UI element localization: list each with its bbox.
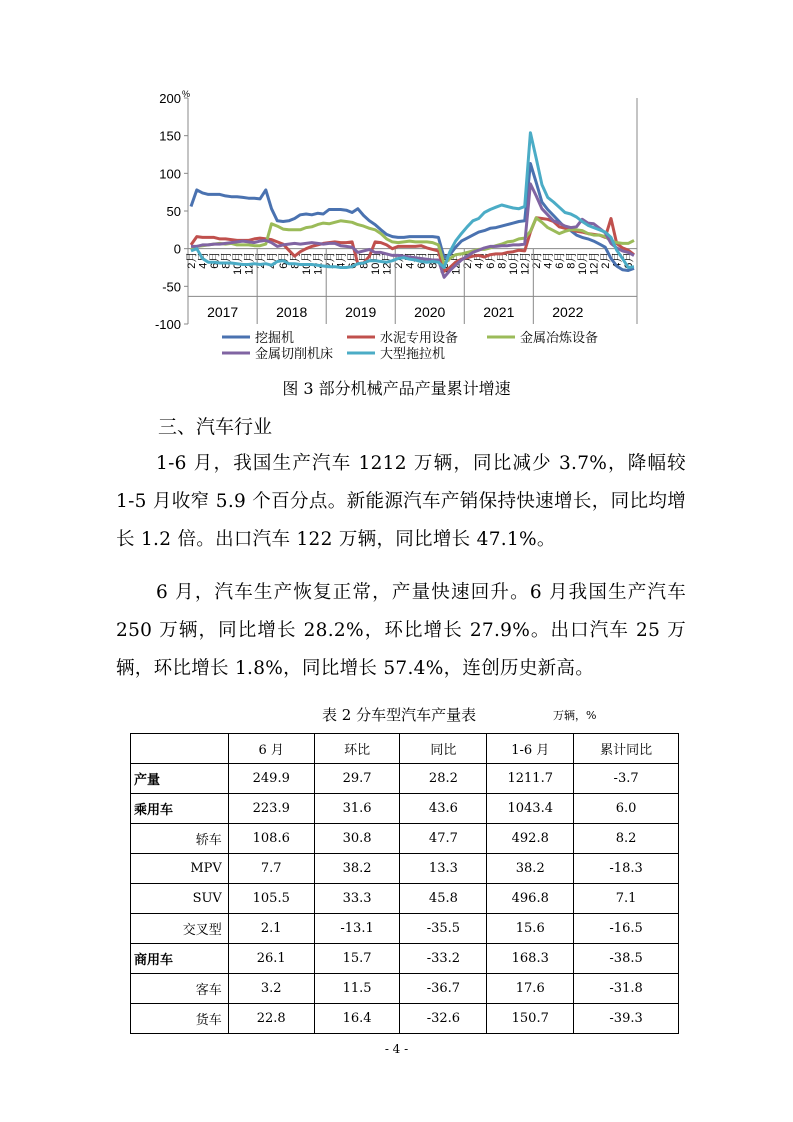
month-tick-label: 6月 (209, 251, 222, 269)
table-cell: 16.4 (314, 1004, 400, 1034)
table-cell: 33.3 (314, 884, 400, 914)
month-tick-label: 6月 (485, 251, 498, 269)
year-label: 2019 (345, 304, 377, 320)
header-cell (131, 734, 229, 764)
month-tick-label: 2月 (393, 251, 406, 269)
legend-label: 大型拖拉机 (380, 347, 446, 362)
row-label: 轿车 (131, 824, 229, 854)
month-tick-label: 12月 (519, 251, 532, 275)
figure-caption: 图 3 部分机械产品产量累计增速 (282, 379, 511, 398)
month-tick-label: 4月 (404, 251, 417, 269)
month-tick-label: 8月 (289, 251, 302, 269)
table-cell: -18.3 (574, 854, 679, 884)
table-row (131, 794, 679, 824)
table-cell: -33.2 (400, 944, 487, 974)
month-tick-label: 12月 (450, 251, 463, 275)
table-cell: 7.1 (574, 884, 679, 914)
header-cell: 1-6 月 (487, 734, 574, 764)
month-tick-label: 12月 (243, 251, 256, 275)
table-row (131, 854, 679, 884)
month-tick-label: 8月 (358, 251, 371, 269)
table-cell: 13.3 (400, 854, 487, 884)
table-cell: -3.7 (574, 764, 679, 794)
table-row (131, 764, 679, 794)
table-cell: 249.9 (228, 764, 314, 794)
table-cell: 17.6 (487, 974, 574, 1004)
table-cell: 168.3 (487, 944, 574, 974)
month-tick-label: 10月 (508, 251, 521, 275)
table-row (131, 944, 679, 974)
month-tick-label: 8月 (496, 251, 509, 269)
month-tick-label: 10月 (301, 251, 314, 275)
paragraph-2: 6 月，汽车生产恢复正常，产量快速回升。6 月我国生产汽车 250 万辆，同比增长 28.2%，环比增长 27.9%。出口汽车 25 万辆，环比增长 1.8%，同比增长 57.4%，连创历史新高。 (116, 582, 686, 679)
month-tick-label: 6月 (416, 251, 429, 269)
table-cell: 105.5 (228, 884, 314, 914)
table-row (131, 884, 679, 914)
legend-label: 水泥专用设备 (380, 331, 459, 346)
month-tick-label: 4月 (335, 251, 348, 269)
table-cell: 43.6 (400, 794, 487, 824)
month-tick-label: 4月 (473, 251, 486, 269)
month-tick-label: 2月 (600, 251, 613, 269)
legend-label: 金属冶炼设备 (520, 331, 599, 346)
paragraph-1: 1-6 月，我国生产汽车 1212 万辆，同比减少 3.7%，降幅较 1-5 月收窄 5.9 个百分点。新能源汽车产销保持快速增长，同比均增长 1.2 倍。出口汽车 122 万辆，同比增长 47.1%。 (116, 453, 686, 550)
legend-label: 金属切削机床 (255, 347, 334, 362)
year-label: 2018 (276, 304, 308, 320)
table-cell: 15.6 (487, 914, 574, 944)
table-cell: 47.7 (400, 824, 487, 854)
table-cell: -13.1 (314, 914, 400, 944)
month-tick-label: 10月 (232, 251, 245, 275)
table-row (131, 974, 679, 1004)
row-label: 货车 (131, 1004, 229, 1034)
table-cell: -39.3 (574, 1004, 679, 1034)
table-cell: 492.8 (487, 824, 574, 854)
table-cell: -38.5 (574, 944, 679, 974)
legend-label: 挖掘机 (255, 331, 295, 346)
table-body (131, 734, 679, 1034)
month-tick-label: 2月 (186, 251, 198, 269)
vehicle-production-table (130, 733, 679, 1034)
table-row (131, 914, 679, 944)
table-cell: 7.7 (228, 854, 314, 884)
row-label: 客车 (131, 974, 229, 1004)
table-cell: 1043.4 (487, 794, 574, 824)
table-cell: 150.7 (487, 1004, 574, 1034)
month-tick-label: 2月 (462, 251, 475, 269)
table-cell: 31.6 (314, 794, 400, 824)
month-tick-label: 8月 (427, 251, 440, 269)
y-tick-label: 150 (159, 128, 181, 144)
month-tick-label: 4月 (542, 251, 555, 269)
y-tick-label: -100 (154, 317, 181, 332)
table-cell: -16.5 (574, 914, 679, 944)
header-cell: 累计同比 (574, 734, 679, 764)
table-cell: -36.7 (400, 974, 487, 1004)
table-cell: 1211.7 (487, 764, 574, 794)
line-chart (140, 85, 660, 370)
month-tick-label: 4月 (266, 251, 279, 269)
month-tick-label: 6月 (278, 251, 291, 269)
row-label: 产量 (131, 764, 229, 794)
y-tick-label: 100 (159, 166, 181, 182)
month-tick-label: 10月 (439, 251, 452, 275)
table-cell: 2.1 (228, 914, 314, 944)
table-cell: 108.6 (228, 824, 314, 854)
table-cell: 38.2 (487, 854, 574, 884)
month-tick-label: 6月 (623, 251, 636, 269)
table-row (131, 824, 679, 854)
table-cell: -35.5 (400, 914, 487, 944)
month-tick-label: 10月 (577, 251, 590, 275)
row-label: 交叉型 (131, 914, 229, 944)
page-number: - 4 - (384, 1042, 409, 1056)
y-axis-unit: % (181, 89, 191, 99)
table-cell: 45.8 (400, 884, 487, 914)
table-unit: 万辆，% (553, 709, 597, 722)
table-cell: 22.8 (228, 1004, 314, 1034)
y-tick-label: 200 (159, 91, 181, 106)
table-cell: 496.8 (487, 884, 574, 914)
month-tick-label: 2月 (531, 251, 544, 269)
table-cell: 29.7 (314, 764, 400, 794)
header-cell: 6 月 (228, 734, 314, 764)
row-label: SUV (131, 884, 229, 914)
table-cell: 223.9 (228, 794, 314, 824)
row-label: 乘用车 (131, 794, 229, 824)
table-cell: 11.5 (314, 974, 400, 1004)
row-label: MPV (131, 854, 229, 884)
header-cell: 环比 (314, 734, 400, 764)
month-tick-label: 6月 (347, 251, 360, 269)
month-tick-label: 8月 (220, 251, 233, 269)
year-label: 2017 (207, 304, 239, 320)
table-caption: 表 2 分车型汽车产量表 (322, 706, 477, 724)
header-cell: 同比 (400, 734, 487, 764)
table-cell: -32.6 (400, 1004, 487, 1034)
month-tick-label: 12月 (312, 251, 325, 275)
table-cell: 30.8 (314, 824, 400, 854)
month-tick-label: 4月 (197, 251, 210, 269)
table-cell: 6.0 (574, 794, 679, 824)
section-heading: 三、汽车行业 (158, 416, 273, 438)
month-tick-label: 12月 (381, 251, 394, 275)
table-cell: 28.2 (400, 764, 487, 794)
table-cell: 26.1 (228, 944, 314, 974)
year-label: 2020 (414, 304, 446, 320)
table-row (131, 1004, 679, 1034)
month-tick-label: 4月 (611, 251, 624, 269)
table-cell: 8.2 (574, 824, 679, 854)
table-header-row (131, 734, 679, 764)
month-tick-label: 2月 (255, 251, 268, 269)
y-tick-label: 0 (173, 241, 181, 257)
month-tick-label: 12月 (588, 251, 601, 275)
year-label: 2021 (483, 304, 515, 320)
table-cell: 15.7 (314, 944, 400, 974)
month-tick-label: 8月 (565, 251, 578, 269)
month-tick-label: 6月 (554, 251, 567, 269)
table-cell: 3.2 (228, 974, 314, 1004)
month-tick-label: 2月 (324, 251, 337, 269)
table-cell: 38.2 (314, 854, 400, 884)
y-tick-label: 50 (166, 204, 181, 219)
row-label: 商用车 (131, 944, 229, 974)
y-tick-label: -50 (162, 279, 181, 295)
chart-svg (140, 85, 660, 370)
year-label: 2022 (552, 304, 584, 320)
month-tick-label: 10月 (370, 251, 383, 275)
table-cell: -31.8 (574, 974, 679, 1004)
